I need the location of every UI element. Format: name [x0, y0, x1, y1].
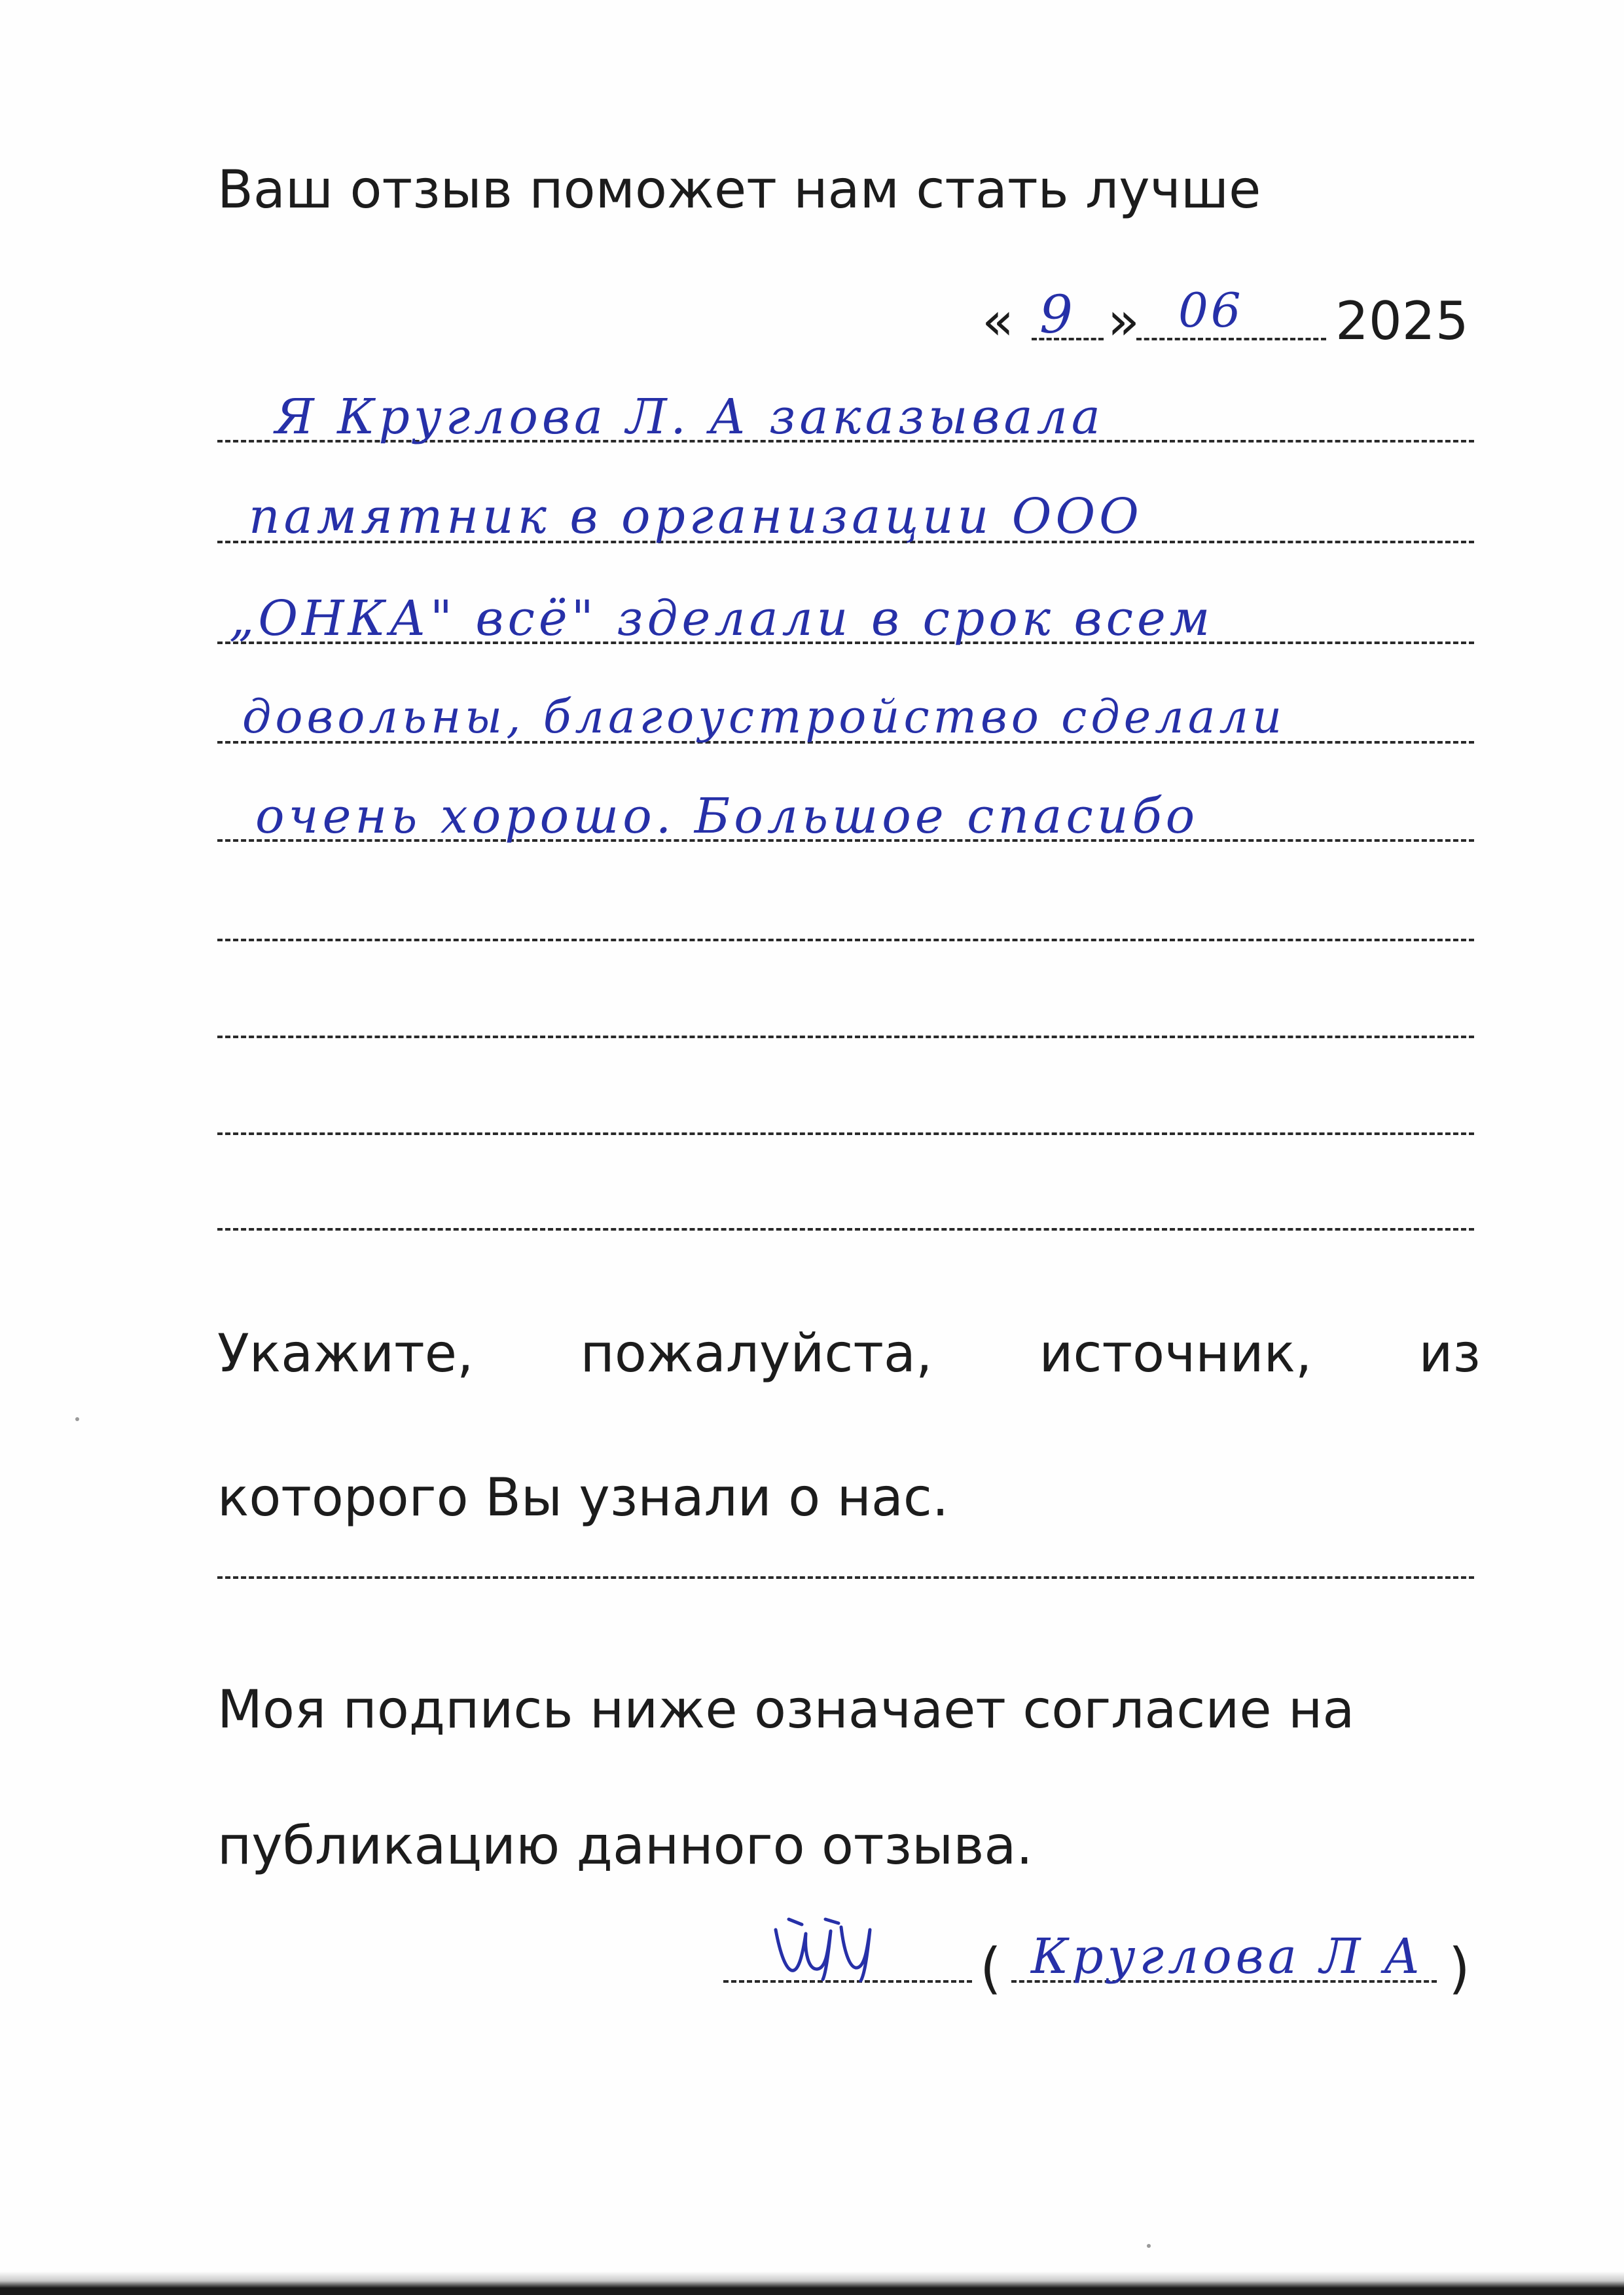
review-line-5: очень хорошо. Большое спасибо: [255, 788, 1199, 844]
date-field: [982, 281, 1479, 353]
source-word-3: источник,: [1039, 1323, 1312, 1384]
consent-line-2: публикацию данного отзыва.: [217, 1815, 1033, 1876]
date-open-quote: «: [982, 291, 1014, 352]
consent-line-1: Моя подпись ниже означает согласие на: [217, 1679, 1355, 1740]
scan-speck: [1147, 2244, 1151, 2248]
source-word-4: из: [1418, 1323, 1481, 1384]
review-rule-8: [217, 1132, 1474, 1135]
date-year: 2025: [1335, 291, 1469, 352]
date-month-handwritten: 06: [1178, 283, 1244, 338]
source-answer-rule: [217, 1576, 1474, 1579]
source-question-line-1: [217, 1323, 1481, 1384]
handwritten-signature: [763, 1911, 907, 1983]
scan-bottom-edge: [0, 2271, 1624, 2295]
review-line-4: довольны, благоустройство сделали: [242, 690, 1286, 744]
review-line-3: „ОНКА" всё" зделали в срок всем: [229, 590, 1214, 647]
date-month-line: [1136, 338, 1326, 340]
source-word-1: Укажите,: [217, 1323, 474, 1384]
review-line-2: памятник в организации ООО: [249, 488, 1143, 545]
source-word-2: пожалуйста,: [580, 1323, 933, 1384]
name-paren-close: ): [1449, 1936, 1470, 2000]
scan-speck: [75, 1417, 79, 1421]
signature-block: [723, 1911, 1496, 2003]
review-rule-9: [217, 1228, 1474, 1231]
source-question-line-2: которого Вы узнали о нас.: [217, 1467, 949, 1528]
name-paren-open: (: [980, 1936, 1001, 2000]
source-question: [217, 1323, 1481, 1528]
date-day-handwritten: 9: [1039, 284, 1075, 345]
review-line-1: Я Круглова Л. А заказывала: [275, 389, 1104, 445]
date-close-quote: »: [1108, 291, 1140, 352]
handwritten-name: Круглова Л А: [1031, 1928, 1424, 1985]
form-title: Ваш отзыв поможет нам стать лучше: [217, 159, 1261, 220]
review-rule-7: [217, 1036, 1474, 1038]
review-rule-6: [217, 939, 1474, 941]
